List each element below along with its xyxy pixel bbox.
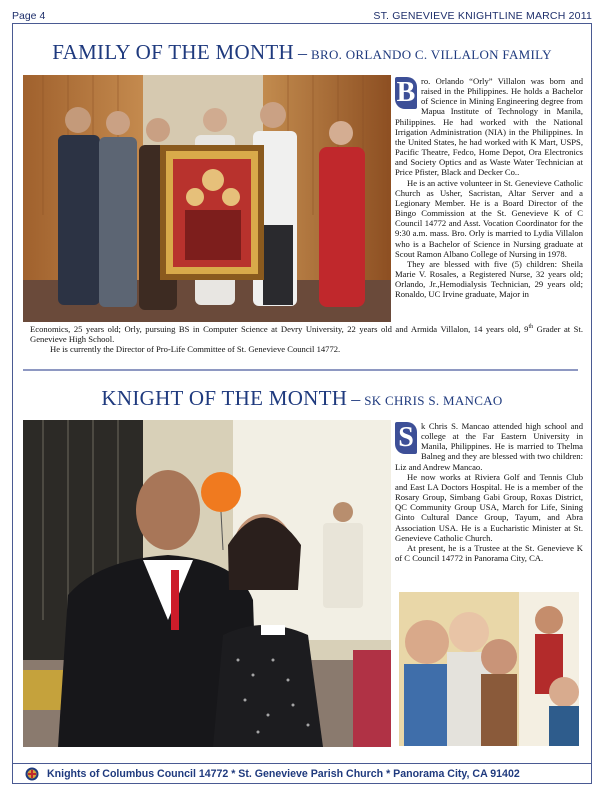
family-paragraph-3b: Economics, 25 years old; Orly, pursuing BS in Computer Science at Devry University, 22 years old and Armida Villalon, 14 years old, 9 xyxy=(30,323,529,334)
family-title-dash: – xyxy=(298,43,307,63)
knights-of-columbus-emblem-icon xyxy=(25,767,39,781)
knight-section-title xyxy=(0,386,604,411)
family-superscript: th xyxy=(528,324,534,330)
youth-collage-photo xyxy=(399,592,579,746)
footer-text: Knights of Columbus Council 14772 * St. Genevieve Parish Church * Panorama City, CA 91402 xyxy=(47,768,520,780)
family-article-column xyxy=(395,76,583,299)
family-paragraph-4: He is currently the Director of Pro-Life Committee of St. Genevieve Council 14772. xyxy=(50,344,341,355)
family-section-title xyxy=(0,40,604,65)
family-paragraph-2: He is an active volunteer in St. Genevieve Catholic Church as Usher, Sacristan, Altar Server and a Legionary Member. He is a Board Director of the Bingo Commission at the St. Genevieve K of C Council 14772 and Asst. Vocation Coordinator for the 9:30 a.m. mass. Bro. Orly is married to Lydia Villalon who is a Bachelor of Science in Nursing graduate at Scout Ramon Albano College of Nursing in 1978. xyxy=(395,177,583,259)
family-title-main: FAMILY OF THE MONTH xyxy=(52,40,294,64)
family-paragraph-1: ro. Orlando “Orly” Villalon was born and raised in the Philippines. He holds a Bachelor of Science in Mining Engineering degree from Mapua Institute of Technology in Manila, Philippines. He had worked with the National Irrigation Administration (NIA) in the Philippines. In the United States, he had worked with K Mart, USPS, Pacific Theatre, Fedco, Home Depot, Ora Electronics and Society Optics and as Waste Water Technician at Price Pfister, Black and Decker Co.. xyxy=(395,76,583,178)
family-dropcap: B xyxy=(396,77,416,108)
knight-title-dash: – xyxy=(351,389,361,409)
knight-title-sub: SK CHRIS S. MANCAO xyxy=(364,393,503,408)
knight-photo xyxy=(23,420,391,747)
publication-title: ST. GENEVIEVE KNIGHTLINE MARCH 2011 xyxy=(373,10,592,22)
page-footer xyxy=(12,764,592,784)
family-photo xyxy=(23,75,391,322)
knight-paragraph-1: k Chris S. Mancao attended high school and college at the Far Eastern University in Manila, Philippines. He is married to Thelma Balneg and they are blessed with two children: Liz and Andrew Mancao. xyxy=(395,421,583,472)
knight-title-main: KNIGHT OF THE MONTH xyxy=(101,386,348,410)
page-header xyxy=(12,8,592,24)
family-article-full-width xyxy=(30,322,583,354)
knight-paragraph-3: At present, he is a Trustee at the St. Genevieve K of C Council 14772 in Panorama City, CA. xyxy=(395,542,583,564)
knight-dropcap: S xyxy=(395,422,417,454)
family-title-sub: BRO. ORLANDO C. VILLALON FAMILY xyxy=(311,47,552,62)
knight-paragraph-2: He now works at Riviera Golf and Tennis Club and East LA Doctors Hospital. He is a member of the Rosary Group, Simbang Gabi Group, Roxas District, QC Community Group USA, March for Life, Sining Ginto Cultural Dance Group, Tayum, and Abra Association USA. He is a Eucharistic Minister at St. Genevieve Catholic Church. xyxy=(395,471,583,543)
family-paragraph-3c: Grader at St. Genevieve High School. xyxy=(30,323,583,345)
page-number: Page 4 xyxy=(12,10,46,22)
section-divider xyxy=(23,369,578,371)
family-paragraph-3a: They are blessed with five (5) children: Sheila Marie V. Rosales, a Registered Nurse, 32 years old; Orlando, Jr.,Hemodialysis Technician, 29 years old; Ronaldo, UC Irvine graduate, Major in xyxy=(395,258,583,300)
knight-article-column xyxy=(395,421,583,563)
